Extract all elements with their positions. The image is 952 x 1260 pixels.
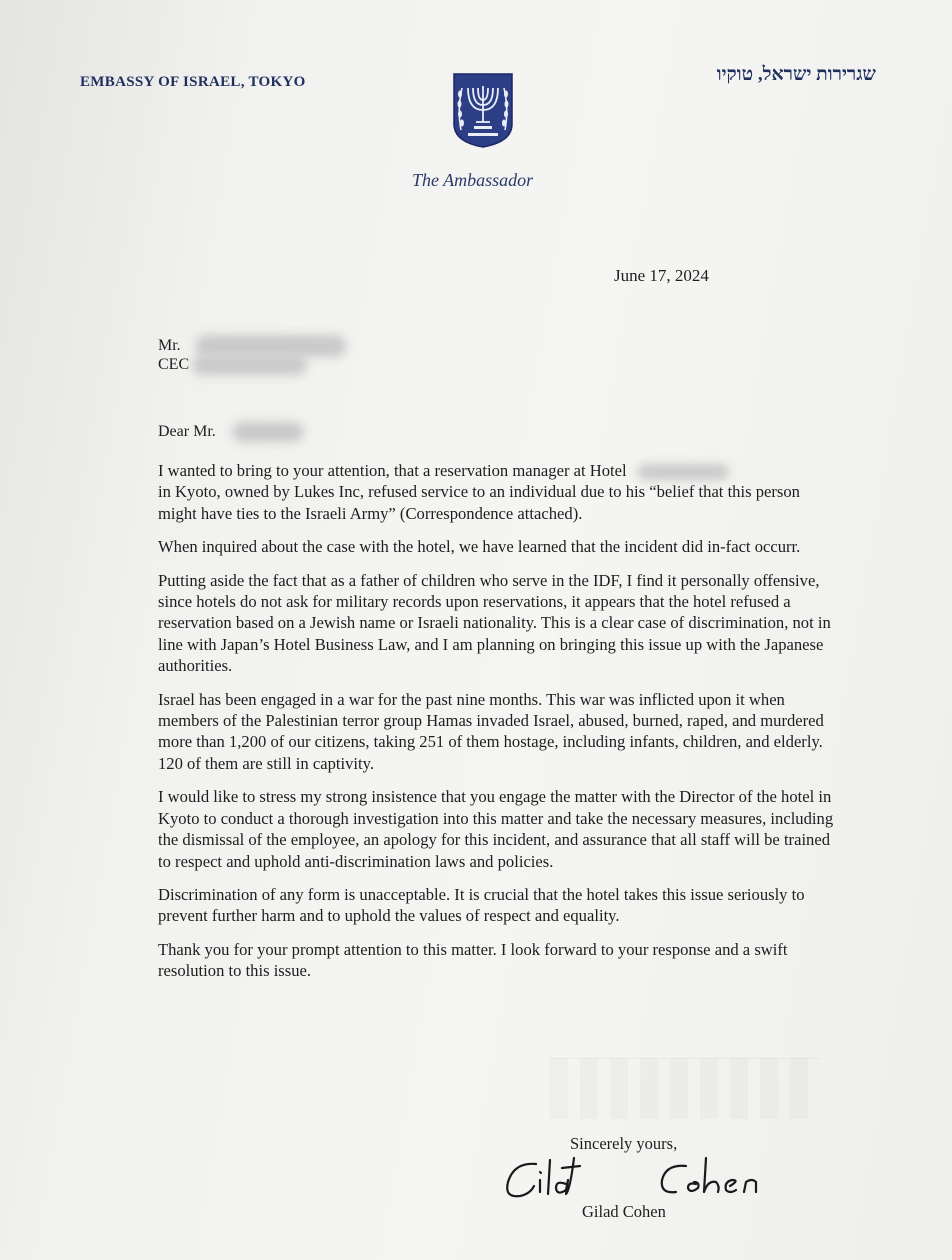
handwritten-signature bbox=[500, 1150, 790, 1210]
menorah-emblem-icon bbox=[452, 72, 514, 148]
body-paragraph: Thank you for your prompt attention to this matter. I look forward to your response and a swift resolution to this issue. bbox=[158, 939, 788, 981]
embassy-name-english: EMBASSY OF ISRAEL, TOKYO bbox=[80, 74, 306, 90]
letter-date: June 17, 2024 bbox=[614, 266, 709, 285]
body-paragraph: I would like to stress my strong insistence that you engage the matter with the Director of the hotel in Kyoto to conduct a thorough investigation into this matter and take the necessary measures, including the dismissal of the employee, an apology for this incident, and assurance that all staff will be trained to respect and uphold anti-discrimination laws and policies. bbox=[158, 787, 834, 871]
signer-name: Gilad Cohen bbox=[582, 1202, 666, 1221]
body-paragraph: Israel has been engaged in a war for the past nine months. This war was inflicted upon it when members of the Palestinian terror group Hamas invaded Israel, abused, burned, raped, and murdered more than 1,200 of our citizens, taking 251 of them hostage, including infants, children, and elderly. 120 of them are still in captivity. bbox=[158, 689, 824, 773]
body-paragraph bbox=[158, 460, 838, 524]
ambassador-title: The Ambassador bbox=[412, 170, 534, 190]
body-paragraph: Discrimination of any form is unacceptable. It is crucial that the hotel takes this issue seriously to prevent further harm and to uphold the values of respect and equality. bbox=[158, 884, 805, 926]
body-line: in Kyoto, owned by Lukes Inc, refused service to an individual due to his “belief that this person might have ties to the Israeli Army” (Correspondence attached). bbox=[158, 482, 800, 523]
watermark-bleedthrough bbox=[550, 1058, 820, 1119]
redacted-salutation-name bbox=[232, 422, 304, 442]
recipient-line-2 bbox=[158, 356, 189, 374]
redacted-hotel-name bbox=[637, 464, 729, 480]
redacted-recipient-name bbox=[196, 335, 346, 357]
salutation: Dear Mr. bbox=[158, 423, 216, 440]
body-line: I wanted to bring to your attention, that a reservation manager at Hotel bbox=[158, 461, 627, 480]
redacted-company-name bbox=[192, 355, 307, 375]
closing-phrase: Sincerely yours, bbox=[570, 1134, 678, 1153]
recipient-role: CEC bbox=[158, 356, 190, 373]
embassy-name-hebrew: שגרירות ישראל, טוקיו bbox=[716, 64, 876, 85]
body-paragraph: Putting aside the fact that as a father of children who serve in the IDF, I find it personally offensive, since hotels do not ask for military records upon reservations, it appears that the hotel refused a reservation based on a Jewish name or Israeli nationality. This is a clear case of discrimination, not in line with Japan’s Hotel Business Law, and I am planning on bringing this issue up with the Japanese authorities. bbox=[158, 570, 831, 676]
letter-body bbox=[158, 460, 838, 994]
recipient-title: Mr. bbox=[158, 337, 181, 354]
body-paragraph: When inquired about the case with the hotel, we have learned that the incident did in-fact occurr. bbox=[158, 537, 801, 557]
recipient-line-1 bbox=[158, 337, 181, 355]
